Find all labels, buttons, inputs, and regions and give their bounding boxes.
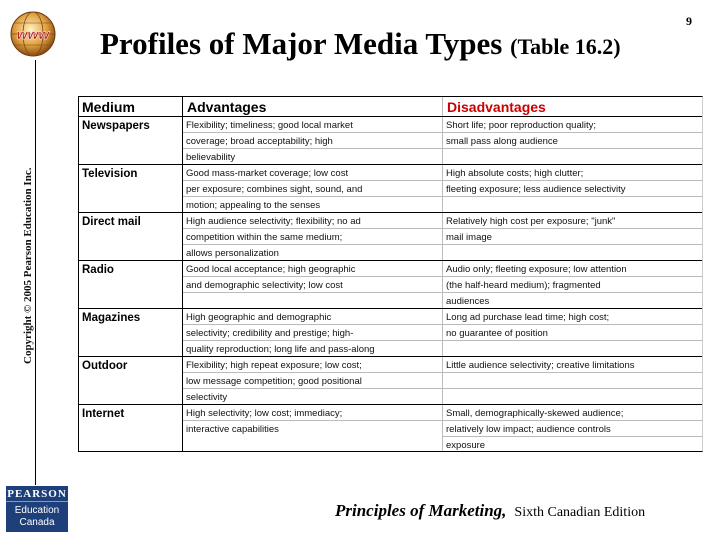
disadvantage-line: (the half-heard medium); fragmented (446, 280, 601, 291)
disadvantage-line: Small, demographically-skewed audience; (446, 408, 624, 419)
advantage-line: Flexibility; high repeat exposure; low cost; (186, 360, 362, 371)
publisher-division: Education (14, 505, 60, 516)
header-advantages: Advantages (187, 99, 267, 115)
disadvantage-line: Little audience selectivity; creative limitations (446, 360, 635, 371)
disadvantage-line: Audio only; fleeting exposure; low attention (446, 264, 627, 275)
advantage-line: selectivity; credibility and prestige; high- (186, 328, 354, 339)
publisher-region: Canada (19, 517, 55, 528)
advantage-line: coverage; broad acceptability; high (186, 136, 333, 147)
advantage-line: interactive capabilities (186, 424, 279, 435)
disadvantage-line: High absolute costs; high clutter; (446, 168, 584, 179)
disadvantage-line: audiences (446, 296, 490, 307)
advantage-line: competition within the same medium; (186, 232, 343, 243)
title-table-ref: (Table 16.2) (510, 34, 621, 59)
disadvantage-line: exposure (446, 440, 486, 451)
header-disadvantages: Disadvantages (447, 99, 546, 115)
advantage-line: selectivity (186, 392, 228, 403)
advantage-line: Good mass-market coverage; low cost (186, 168, 349, 179)
table-row (79, 165, 702, 213)
table-header-row (79, 97, 702, 117)
advantage-line: allows personalization (186, 248, 279, 259)
medium-name: Television (82, 168, 138, 180)
advantage-line: Good local acceptance; high geographic (186, 264, 356, 275)
advantage-line: motion; appealing to the senses (186, 200, 321, 211)
disadvantage-line: relatively low impact; audience controls (446, 424, 611, 435)
table-row (79, 309, 702, 357)
book-title: Principles of Marketing, (335, 501, 507, 520)
header-medium: Medium (82, 99, 135, 115)
medium-name: Newspapers (82, 120, 150, 132)
advantage-line: High audience selectivity; flexibility; no ad (186, 216, 361, 227)
table-row (79, 261, 702, 309)
advantage-line: High geographic and demographic (186, 312, 332, 323)
svg-text:www: www (16, 26, 50, 42)
advantage-line: Flexibility; timeliness; good local market (186, 120, 353, 131)
table-row (79, 117, 702, 165)
disadvantage-line: Relatively high cost per exposure; "junk" (446, 216, 616, 227)
book-footer (335, 500, 715, 522)
disadvantage-line: no guarantee of position (446, 328, 548, 339)
disadvantage-line: mail image (446, 232, 492, 243)
medium-name: Outdoor (82, 360, 128, 372)
copyright-notice: Copyright © 2005 Pearson Education Inc. (22, 167, 34, 364)
table-row (79, 357, 702, 405)
page-number: 9 (686, 14, 692, 28)
advantage-line: quality reproduction; long life and pass-along (186, 344, 375, 355)
book-edition: Sixth Canadian Edition (514, 505, 646, 520)
medium-name: Magazines (82, 312, 141, 324)
advantage-line: believability (186, 152, 236, 163)
medium-name: Direct mail (82, 216, 141, 228)
table-row (79, 213, 702, 261)
publisher-name: PEARSON (7, 488, 67, 500)
title-main: Profiles of Major Media Types (100, 26, 503, 61)
advantage-line: and demographic selectivity; low cost (186, 280, 343, 291)
left-divider-line (35, 60, 36, 485)
advantage-line: low message competition; good positional (186, 376, 362, 387)
www-globe-logo (6, 8, 60, 60)
advantage-line: High selectivity; low cost; immediacy; (186, 408, 343, 419)
medium-name: Internet (82, 408, 125, 420)
media-types-table (78, 96, 703, 452)
disadvantage-line: Short life; poor reproduction quality; (446, 120, 596, 131)
disadvantage-line: small pass along audience (446, 136, 558, 147)
page-title (100, 24, 660, 64)
medium-name: Radio (82, 264, 114, 276)
disadvantage-line: fleeting exposure; less audience selectivity (446, 184, 626, 195)
table-row (79, 405, 702, 453)
advantage-line: per exposure; combines sight, sound, and (186, 184, 363, 195)
pearson-education-canada-logo (6, 486, 68, 532)
disadvantage-line: Long ad purchase lead time; high cost; (446, 312, 610, 323)
